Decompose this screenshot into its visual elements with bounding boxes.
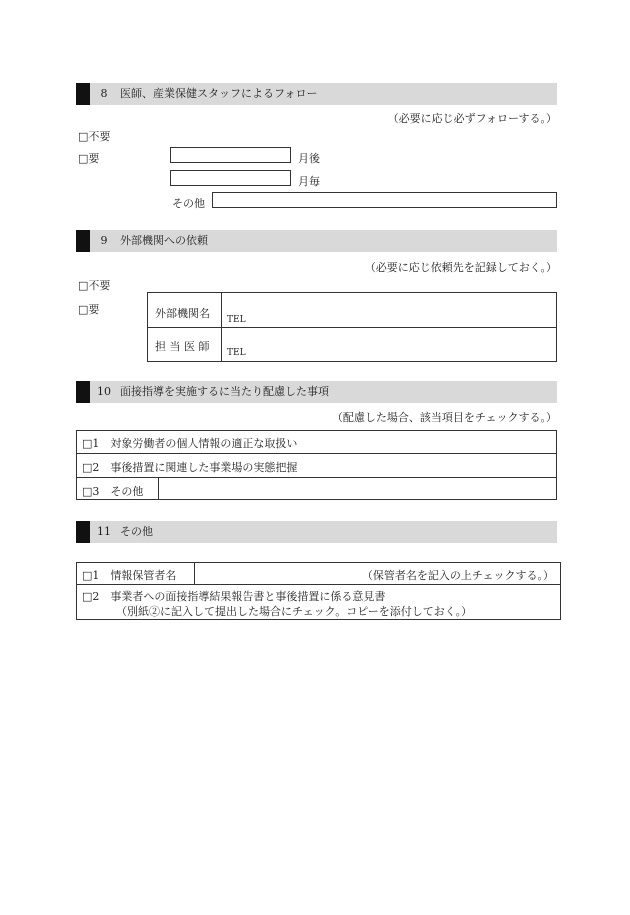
every-month-label: 月毎 bbox=[298, 175, 320, 188]
section-number: 8 bbox=[100, 87, 108, 100]
section-marker bbox=[76, 83, 90, 105]
section-title: 面接指導を実施するに当たり配慮した事項 bbox=[120, 385, 329, 398]
section-number: 9 bbox=[100, 234, 108, 247]
months-after-label: 月後 bbox=[298, 152, 320, 165]
table-divider bbox=[76, 584, 561, 585]
checkbox-item-2[interactable]: □2 事後措置に関連した事業場の実態把握 bbox=[82, 461, 298, 474]
table-divider bbox=[76, 477, 557, 478]
section-number: 10 bbox=[97, 385, 111, 398]
section-9-note: （必要に応じ依頼先を記録しておく。） bbox=[364, 261, 557, 274]
table-divider bbox=[158, 477, 159, 500]
checkbox-needed[interactable]: □要 bbox=[78, 152, 100, 165]
checkbox-item-3[interactable]: □3 その他 bbox=[82, 485, 144, 498]
section-marker bbox=[76, 381, 90, 403]
section-number: 11 bbox=[97, 525, 111, 538]
table-divider bbox=[76, 453, 557, 454]
section-8-note: （必要に応じ必ずフォローする。） bbox=[387, 112, 557, 125]
section-title: その他 bbox=[120, 525, 153, 538]
custodian-note: （保管者名を記入の上チェックする。） bbox=[361, 569, 554, 582]
checkbox-needed[interactable]: □要 bbox=[78, 303, 100, 316]
org-name-label: 外部機関名 bbox=[155, 307, 210, 320]
section-10-header bbox=[76, 381, 557, 403]
doctor-label: 担 当 医 師 bbox=[155, 340, 210, 353]
checkbox-opinion-report[interactable]: □2 事業者への面接指導結果報告書と事後措置に係る意見書 bbox=[82, 590, 386, 603]
checkbox-item-1[interactable]: □1 対象労働者の個人情報の適正な取扱い bbox=[82, 437, 298, 450]
section-title: 外部機関への依頼 bbox=[120, 234, 208, 247]
table-divider bbox=[147, 327, 557, 328]
other-label: その他 bbox=[172, 197, 205, 210]
section-8-header bbox=[76, 83, 557, 105]
checkbox-not-needed[interactable]: □不要 bbox=[78, 279, 111, 292]
months-after-field[interactable] bbox=[170, 147, 291, 163]
table-divider bbox=[221, 292, 222, 362]
section-10-note: （配慮した場合、該当項目をチェックする。） bbox=[331, 411, 557, 424]
section-marker bbox=[76, 230, 90, 252]
checkbox-not-needed[interactable]: □不要 bbox=[78, 130, 111, 143]
section-9-header bbox=[76, 230, 557, 252]
opinion-report-note: （別紙②に記入して提出した場合にチェック。コピーを添付しておく。） bbox=[116, 605, 473, 618]
checkbox-info-custodian[interactable]: □1 情報保管者名 bbox=[82, 569, 177, 582]
org-tel-label: TEL bbox=[227, 315, 246, 325]
section-title: 医師、産業保健スタッフによるフォロー bbox=[120, 87, 318, 100]
doctor-tel-label: TEL bbox=[227, 348, 246, 358]
other-field[interactable] bbox=[212, 192, 557, 208]
section-marker bbox=[76, 521, 90, 543]
table-divider bbox=[194, 562, 195, 584]
section-11-header bbox=[76, 521, 557, 543]
every-month-field[interactable] bbox=[170, 170, 291, 186]
